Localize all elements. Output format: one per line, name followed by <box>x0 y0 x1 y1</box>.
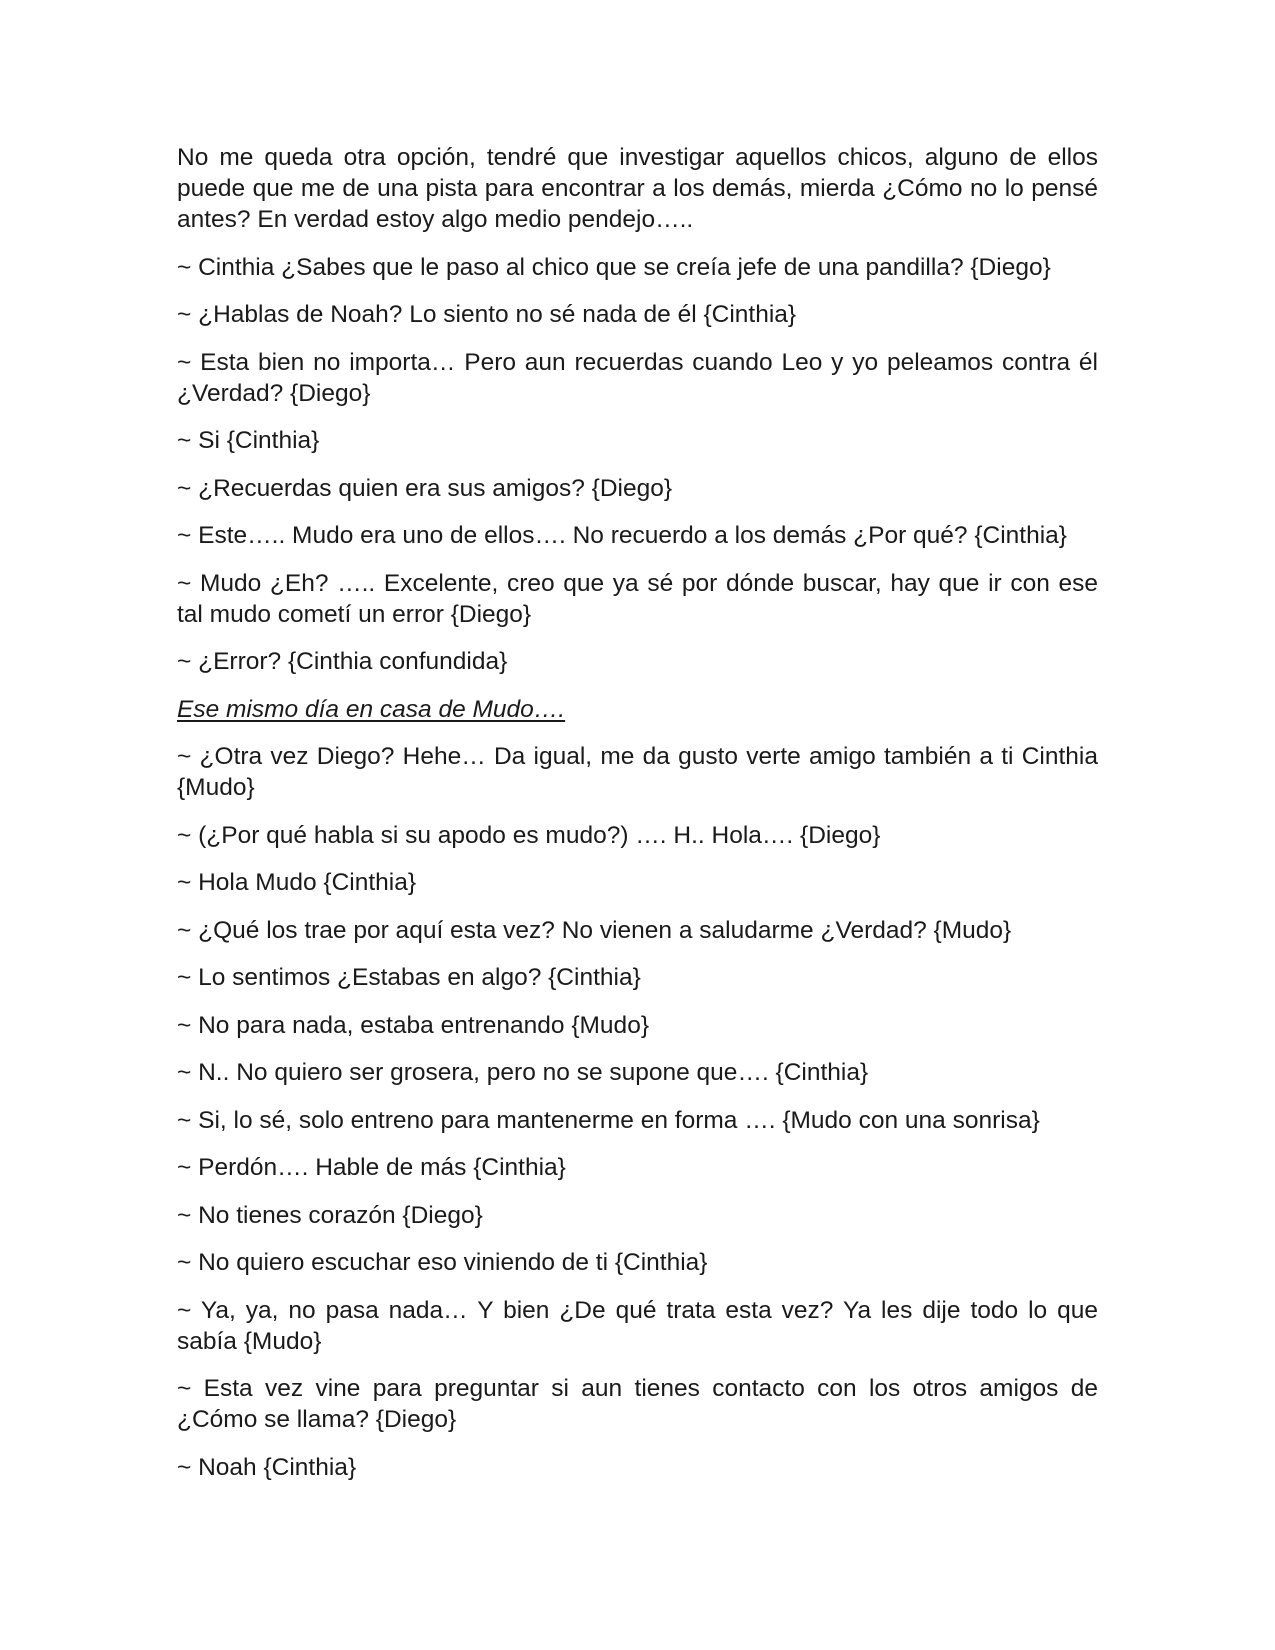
dialogue-line: ~ ¿Qué los trae por aquí esta vez? No vienen a saludarme ¿Verdad? {Mudo} <box>177 916 1012 944</box>
narration-paragraph: No me queda otra opción, tendré que investigar aquellos chicos, alguno de ellos puede que me de una pista para encontrar a los demás, mierda ¿Cómo no lo pensé antes? En verdad estoy algo medio pendejo….. <box>177 144 1098 233</box>
dialogue-line: ~ Lo sentimos ¿Estabas en algo? {Cinthia} <box>177 964 641 991</box>
dialogue-line: ~ Cinthia ¿Sabes que le paso al chico que se creía jefe de una pandilla? {Diego} <box>177 253 1051 281</box>
dialogue-line: ~ No tienes corazón {Diego} <box>177 1201 483 1229</box>
dialogue-line: ~ Esta bien no importa… Pero aun recuerdas cuando Leo y yo peleamos contra él ¿Verdad? {Diego} <box>177 348 1098 407</box>
dialogue-line: ~ No para nada, estaba entrenando {Mudo} <box>177 1011 649 1039</box>
dialogue-line: ~ ¿Otra vez Diego? Hehe… Da igual, me da gusto verte amigo también a ti Cinthia {Mudo} <box>177 743 1098 801</box>
dialogue-line: ~ Ya, ya, no pasa nada… Y bien ¿De qué trata esta vez? Ya les dije todo lo que sabía {Mudo} <box>177 1296 1098 1355</box>
dialogue-line: ~ Si {Cinthia} <box>177 427 320 454</box>
scene-heading-text: Ese mismo día en casa de Mudo…. <box>177 695 566 723</box>
dialogue-line: ~ ¿Hablas de Noah? Lo siento no sé nada de él {Cinthia} <box>177 301 797 328</box>
dialogue-line: ~ ¿Recuerdas quien era sus amigos? {Diego} <box>177 474 673 502</box>
dialogue-line: ~ No quiero escuchar eso viniendo de ti {Cinthia} <box>177 1249 708 1276</box>
scene-heading <box>177 694 1098 725</box>
dialogue-line: ~ Hola Mudo {Cinthia} <box>177 869 417 896</box>
dialogue-line: ~ (¿Por qué habla si su apodo es mudo?) …. H.. Hola…. {Diego} <box>177 821 881 849</box>
dialogue-line: ~ Perdón…. Hable de más {Cinthia} <box>177 1154 566 1181</box>
dialogue-line: ~ Mudo ¿Eh? ….. Excelente, creo que ya sé por dónde buscar, hay que ir con ese tal mudo cometí un error {Diego} <box>177 569 1098 628</box>
dialogue-line: ~ Esta vez vine para preguntar si aun tienes contacto con los otros amigos de ¿Cómo se llama? {Diego} <box>177 1375 1098 1433</box>
dialogue-line: ~ Si, lo sé, solo entreno para mantenerme en forma …. {Mudo con una sonrisa} <box>177 1106 1040 1134</box>
document-page <box>177 142 1098 1499</box>
dialogue-line: ~ N.. No quiero ser grosera, pero no se supone que…. {Cinthia} <box>177 1059 869 1086</box>
dialogue-line: ~ ¿Error? {Cinthia confundida} <box>177 648 508 675</box>
dialogue-line: ~ Noah {Cinthia} <box>177 1453 357 1481</box>
dialogue-line: ~ Este….. Mudo era uno de ellos…. No recuerdo a los demás ¿Por qué? {Cinthia} <box>177 522 1067 549</box>
